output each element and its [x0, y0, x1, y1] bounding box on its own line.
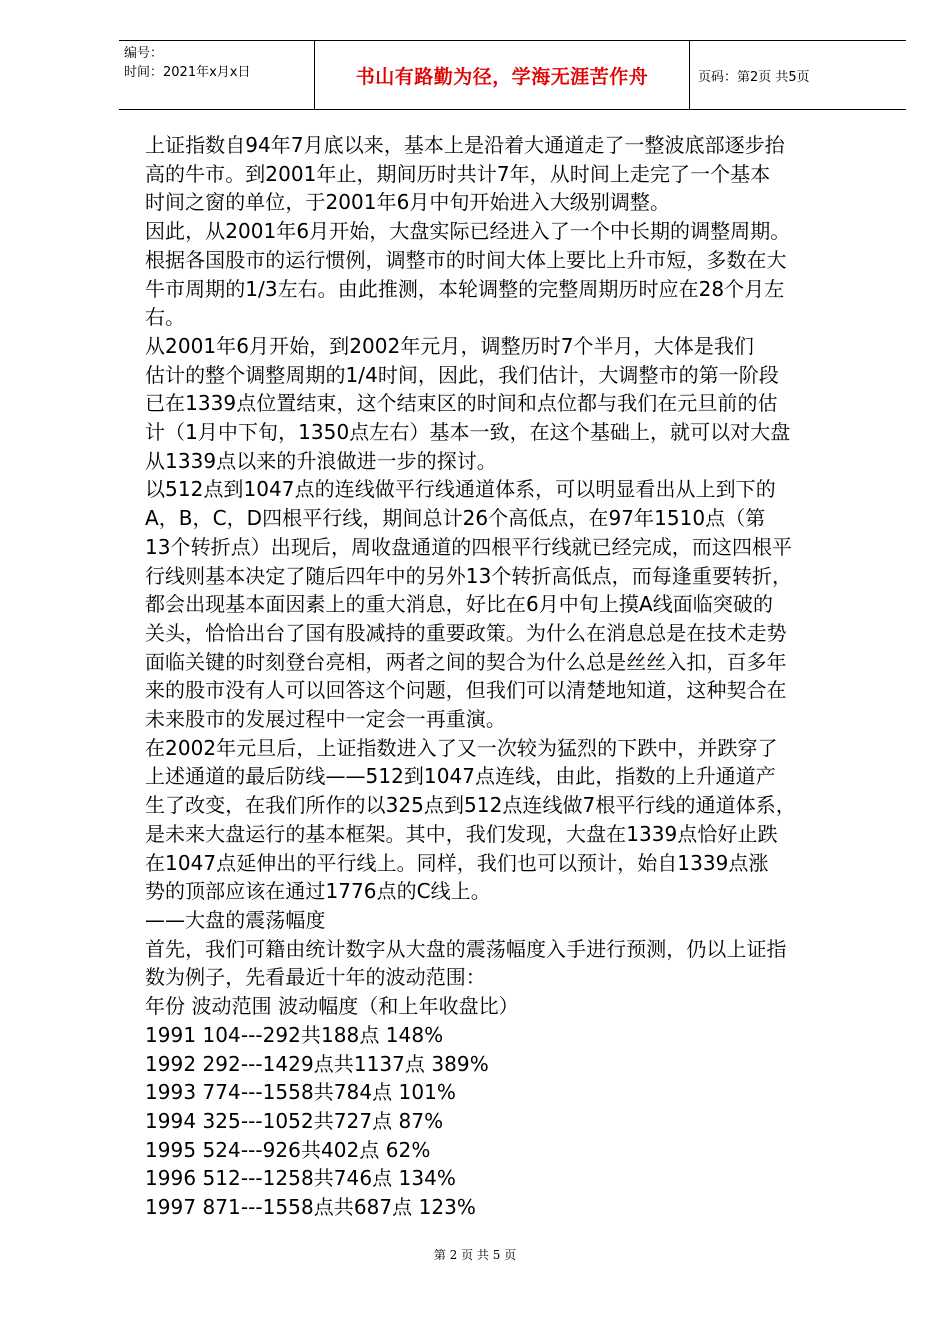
text-line: 牛市周期的1/3左右。由此推测，本轮调整的完整周期历时应在28个月左: [145, 276, 785, 301]
text-line: 以512点到1047点的连线做平行线通道体系，可以明显看出从上到下的: [145, 477, 776, 502]
text-line: 右。: [145, 305, 186, 330]
text-line: 来的股市没有人可以回答这个问题，但我们可以清楚地知道，这种契合在: [145, 678, 787, 703]
header-meta: [119, 41, 315, 109]
text-line: 在1047点延伸出的平行线上。同样，我们也可以预计，始自1339点涨: [145, 850, 769, 875]
document-time-label: 时间：2021年x月x日: [124, 65, 251, 80]
text-line: 势的顶部应该在通过1776点的C线上。: [145, 879, 491, 904]
text-line: 是未来大盘运行的基本框架。其中，我们发现，大盘在1339点恰好止跌: [145, 821, 778, 846]
text-line: 估计的整个调整周期的1/4时间，因此，我们估计，大调整市的第一阶段: [145, 362, 779, 387]
header-page-number: 页码：第2页 共5页: [698, 69, 810, 85]
text-line: 1992 292---1429点共1137点 389%: [145, 1051, 489, 1076]
text-line: 1997 871---1558点共687点 123%: [145, 1195, 476, 1220]
text-line: 从1339点以来的升浪做进一步的探讨。: [145, 448, 497, 473]
text-line: 时间之窗的单位，于2001年6月中旬开始进入大级别调整。: [145, 190, 671, 215]
text-line: 年份 波动范围 波动幅度（和上年收盘比）: [145, 994, 519, 1019]
text-line: 已在1339点位置结束，这个结束区的时间和点位都与我们在元旦前的估: [145, 391, 778, 416]
page-header: [119, 40, 906, 110]
document-number-label: 编号：: [124, 46, 164, 61]
text-line: 生了改变，在我们所作的以325点到512点连线做7根平行线的通道体系，: [145, 793, 796, 818]
text-line: 上证指数自94年7月底以来，基本上是沿着大通道走了一整波底部逐步抬: [145, 133, 785, 157]
text-line: 数为例子，先看最近十年的波动范围：: [145, 965, 486, 990]
text-line: 首先，我们可籍由统计数字从大盘的震荡幅度入手进行预测，仍以上证指: [145, 936, 787, 961]
text-line: ——大盘的震荡幅度: [145, 907, 326, 932]
text-line: 面临关键的时刻登台亮相，两者之间的契合为什么总是丝丝入扣，百多年: [145, 649, 787, 674]
text-line: A，B，C，D四根平行线，期间总计26个高低点，在97年1510点（第: [145, 506, 766, 531]
text-line: 因此，从2001年6月开始，大盘实际已经进入了一个中长期的调整周期。: [145, 219, 791, 244]
body-text: [145, 131, 890, 1222]
text-line: 高的牛市。到2001年止，期间历时共计7年，从时间上走完了一个基本: [145, 161, 771, 186]
text-line: 1996 512---1258共746点 134%: [145, 1166, 456, 1191]
text-line: 根据各国股市的运行惯例，调整市的时间大体上要比上升市短，多数在大: [145, 247, 787, 272]
text-line: 1993 774---1558共784点 101%: [145, 1080, 456, 1105]
page-footer: 第 2 页 共 5 页: [433, 1248, 517, 1262]
text-line: 行线则基本决定了随后四年中的另外13个转折高低点，而每逢重要转折，: [145, 563, 793, 588]
text-line: 都会出现基本面因素上的重大消息，好比在6月中旬上摸A线面临突破的: [145, 592, 774, 617]
header-motto: 书山有路勤为径，学海无涯苦作舟: [315, 41, 690, 109]
text-line: 1995 524---926共402点 62%: [145, 1137, 431, 1162]
text-line: 关头，恰恰出台了国有股减持的重要政策。为什么在消息总是在技术走势: [145, 620, 787, 645]
text-line: 从2001年6月开始，到2002年元月，调整历时7个半月，大体是我们: [145, 333, 754, 358]
text-line: 13个转折点）出现后，周收盘通道的四根平行线就已经完成，而这四根平: [145, 534, 793, 559]
text-line: 1991 104---292共188点 148%: [145, 1022, 444, 1047]
text-line: 计（1月中下旬，1350点左右）基本一致，在这个基础上，就可以对大盘: [145, 420, 791, 445]
text-line: 未来股市的发展过程中一定会一再重演。: [145, 707, 506, 732]
text-line: 在2002年元旦后，上证指数进入了又一次较为猛烈的下跌中，并跌穿了: [145, 735, 778, 760]
text-line: 上述通道的最后防线——512到1047点连线，由此，指数的上升通道产: [145, 764, 776, 789]
text-line: 1994 325---1052共727点 87%: [145, 1108, 444, 1133]
